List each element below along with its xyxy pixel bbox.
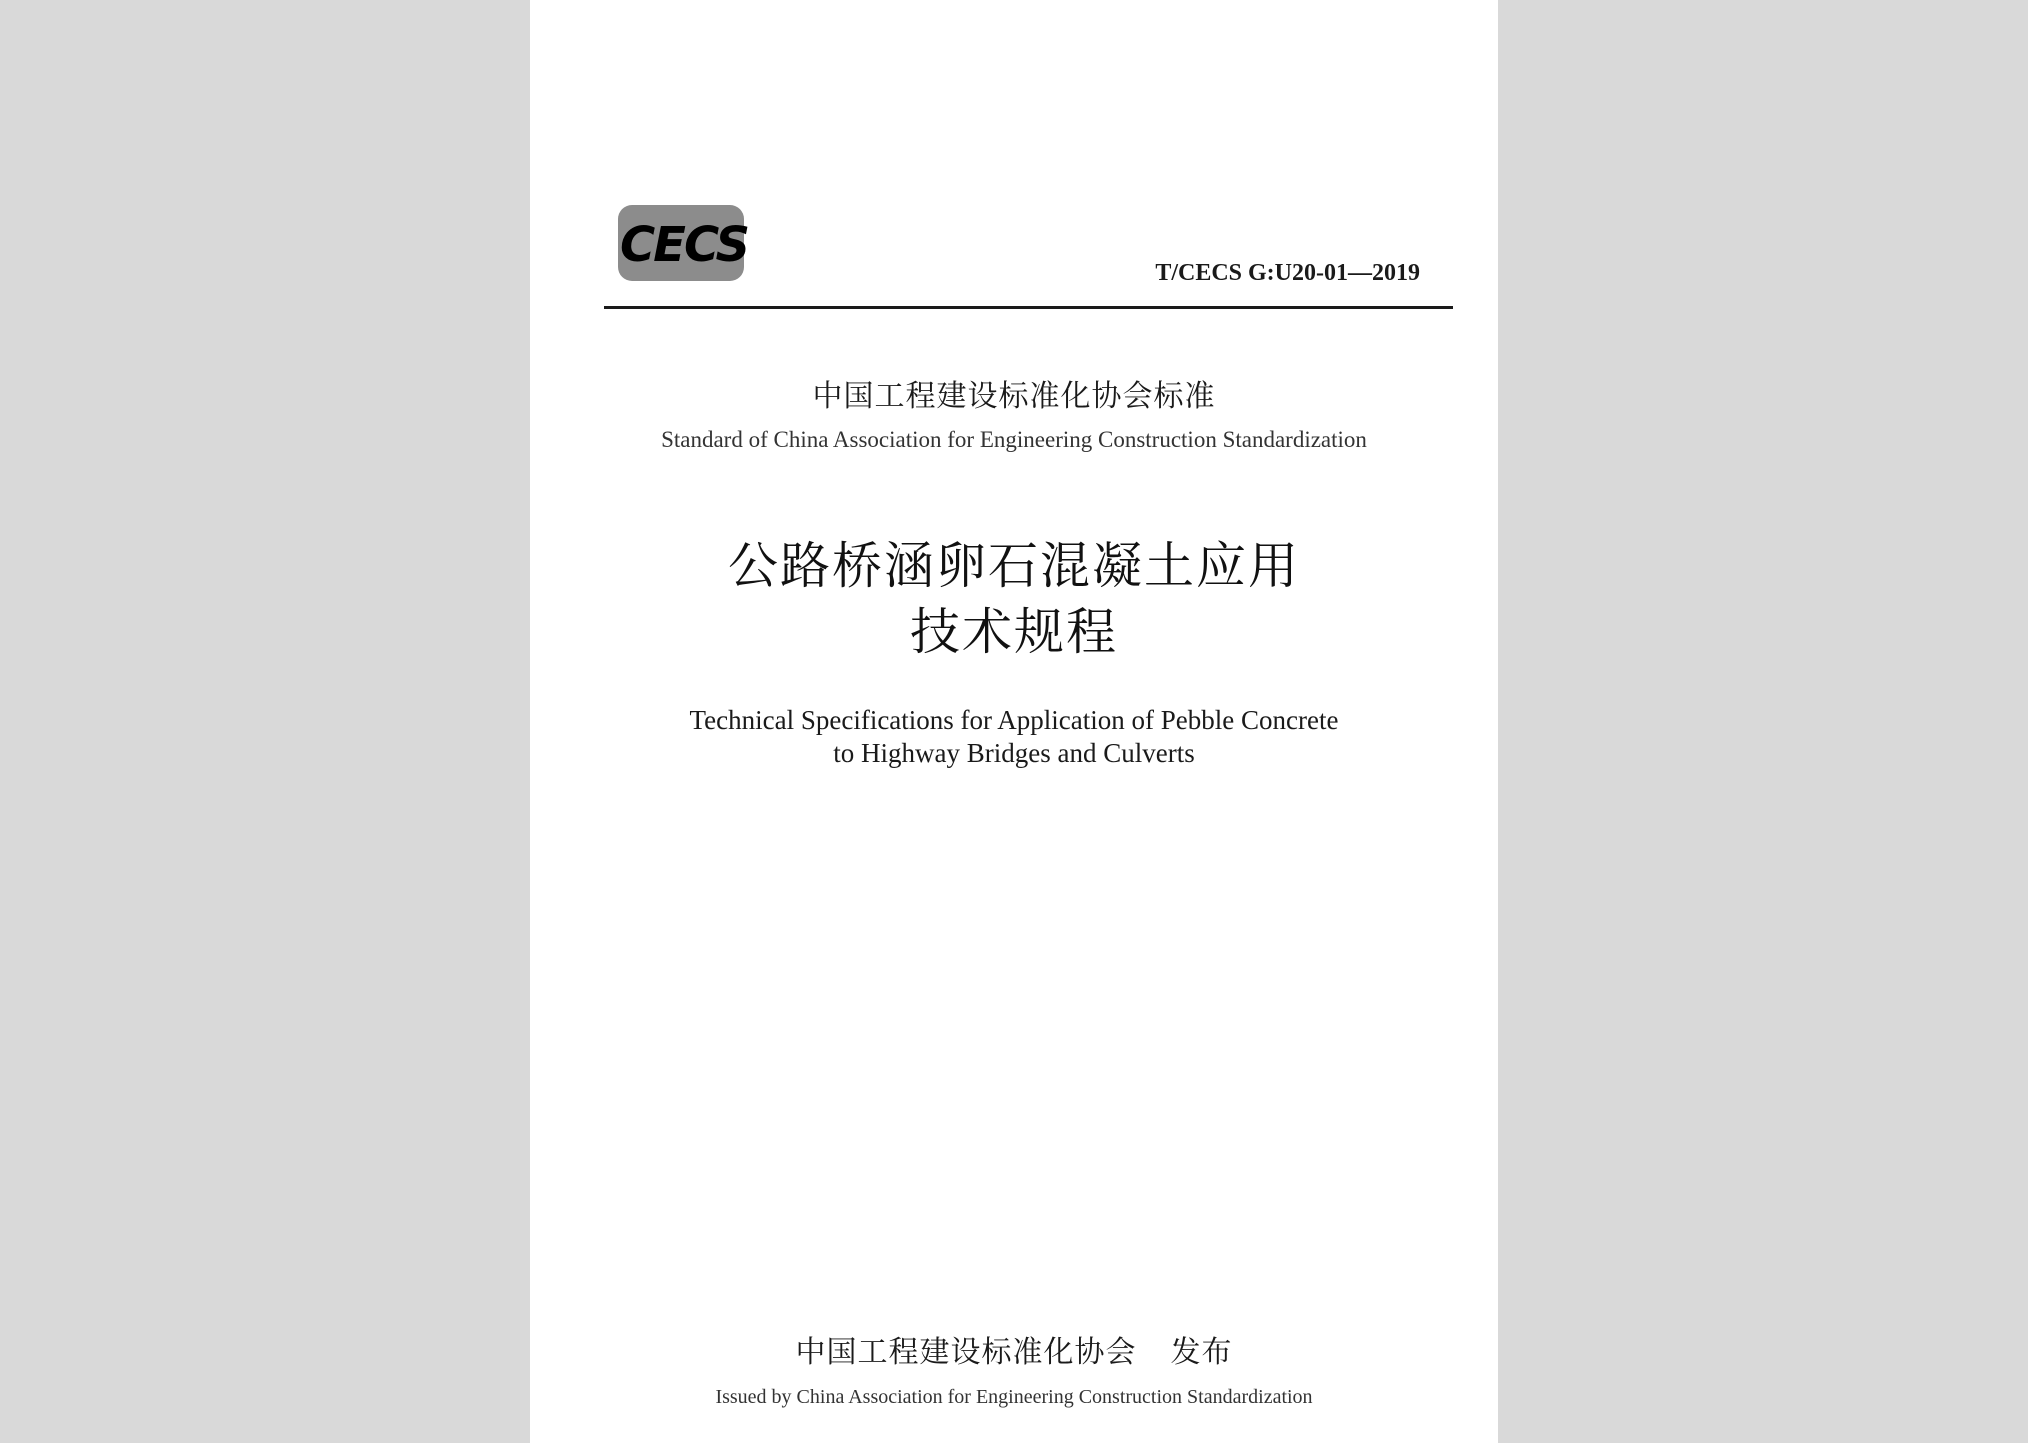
logo-text: CECS — [619, 217, 749, 273]
document-title-en — [530, 704, 1498, 770]
title-cn-line-2: 技术规程 — [910, 603, 1118, 661]
publisher-cn — [530, 1327, 1498, 1371]
header-divider — [604, 306, 1453, 309]
publisher-cn-name: 中国工程建设标准化协会 — [795, 1335, 1137, 1370]
title-en-line-1: Technical Specifications for Application of Pebble Concrete — [689, 705, 1339, 735]
document-title-cn — [530, 533, 1498, 665]
publisher-cn-action: 发布 — [1170, 1335, 1233, 1370]
document-page — [530, 0, 1498, 1443]
cecs-logo — [604, 203, 764, 283]
standard-code: T/CECS G:U20-01—2019 — [1155, 260, 1420, 286]
title-en-line-2: to Highway Bridges and Culverts — [833, 738, 1195, 768]
publisher-en: Issued by China Association for Engineering Construction Standardization — [715, 1386, 1313, 1408]
association-name-en: Standard of China Association for Engineering Construction Standardization — [661, 427, 1367, 452]
association-name-cn: 中国工程建设标准化协会标准 — [812, 379, 1216, 414]
title-cn-line-1: 公路桥涵卵石混凝土应用 — [728, 537, 1300, 595]
